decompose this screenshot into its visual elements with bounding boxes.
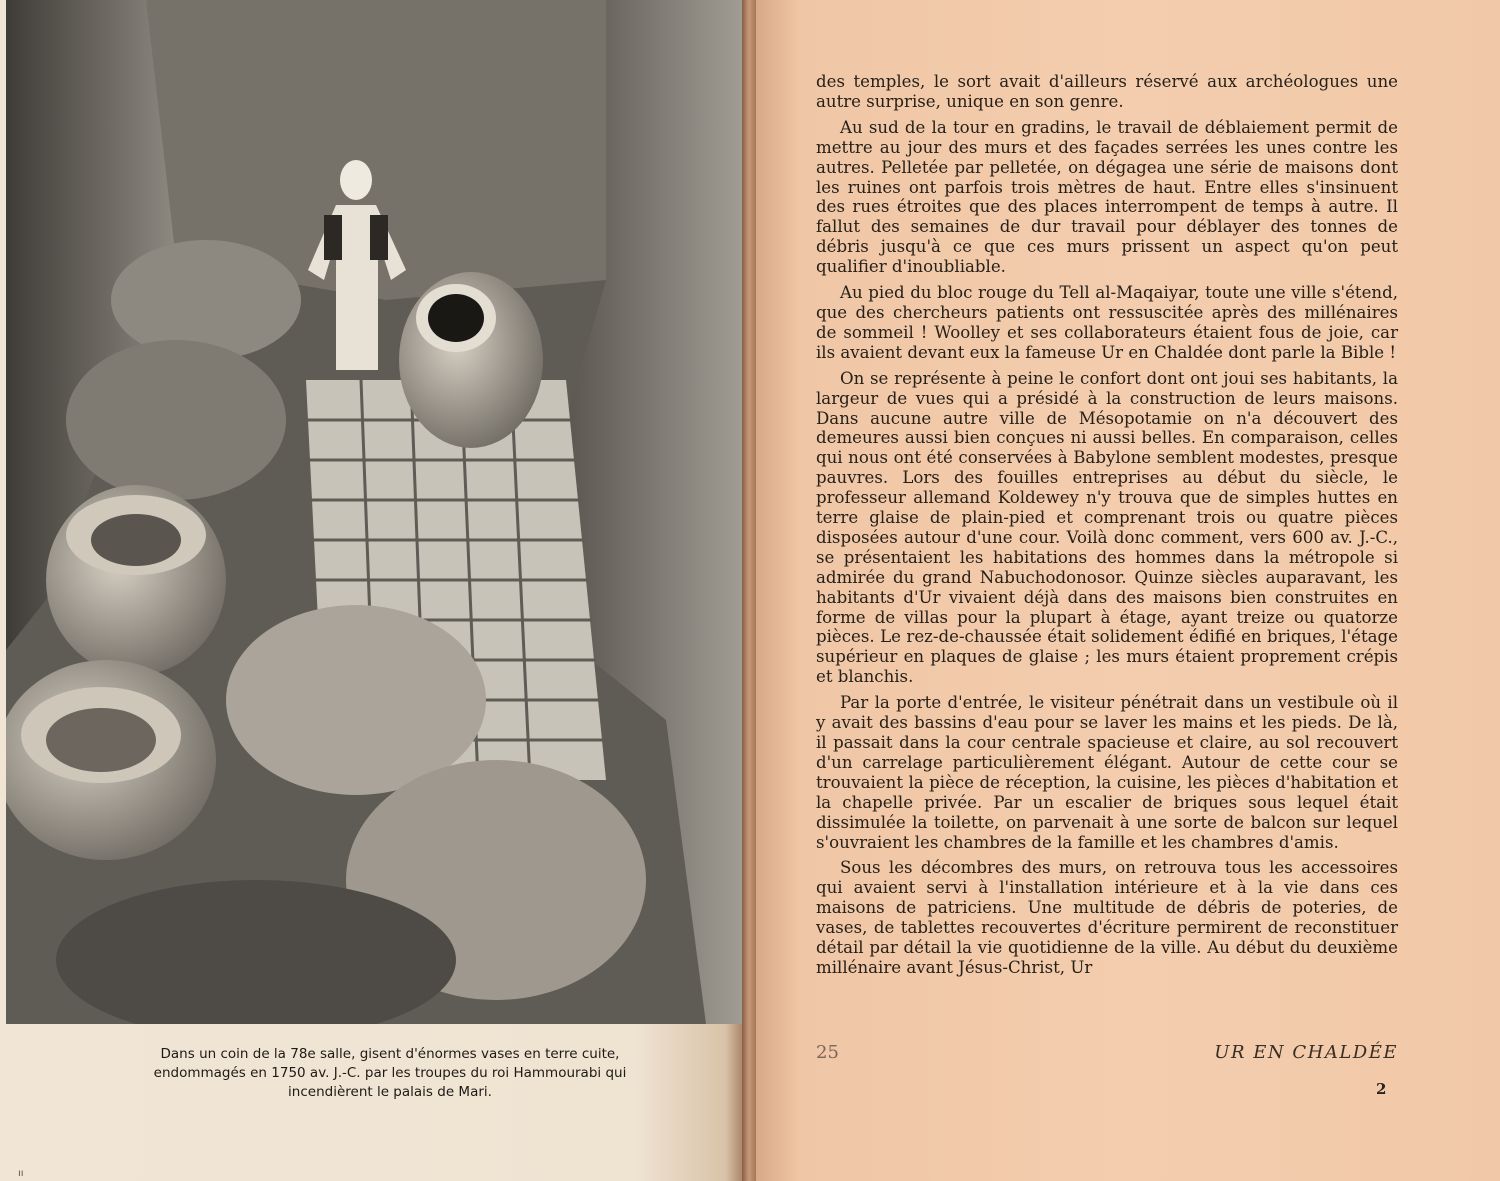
paragraph-4: On se représente à peine le confort dont ont joui ses habitants, la largeur de vues qui a présidé à la construction de leurs maisons. Dans aucune autre ville de Mésopotamie on n'a découvert des demeures aussi bien conçues ni aussi belles. En comparaison, celles qui nous ont été conservées à Babylone semblent modestes, presque pauvres. Lors des fouilles entreprises au début du siècle, le professeur allemand Koldewey n'y trouva que de simples huttes en terre glaise de plain-pied et comprenant trois ou quatre pièces disposées autour d'une cour. Voilà donc comment, vers 600 av. J.-C., se présentaient les habitations des hommes dans la métropole si admirée du grand Nabuchodonosor. Quinze siècles auparavant, les habitants d'Ur vivaient déjà dans des maisons bien construites en forme de villas pour la plupart à étage, ayant treize ou quatorze pièces. Le rez-de-chaussée était solidement édifié en briques, l'étage supérieur en plaques de glaise ; les murs étaient proprement crépis et blanchis.	[816, 368, 1398, 687]
page-number: 25	[816, 1042, 839, 1063]
paragraph-3: Au pied du bloc rouge du Tell al-Maqaiyar, toute une ville s'étend, que des chercheurs patients ont ressuscitée après des millénaires de sommeil ! Woolley et ses collaborateurs étaient fous de joie, car ils avaient devant eux la fameuse Ur en Chaldée dont parle la Bible !	[816, 283, 1398, 362]
right-page	[756, 0, 1500, 1181]
corner-mark: ıı	[18, 1168, 24, 1179]
running-head: UR EN CHALDÉE	[1214, 1042, 1398, 1063]
excavation-photo	[6, 0, 744, 1024]
paragraph-5: Par la porte d'entrée, le visiteur pénétrait dans un vestibule où il y avait des bassins d'eau pour se laver les mains et les pieds. De là, il passait dans la cour centrale spacieuse et claire, au sol recouvert d'un carrelage particulièrement élégant. Autour de cette cour se trouvaient la pièce de réception, la cuisine, les pièces d'habitation et la chapelle privée. Par un escalier de briques sous lequel était dissimulée la toilette, on parvenait à une sorte de balcon sur lequel s'ouvraient les chambres de la famille et les chambres d'amis.	[816, 693, 1398, 852]
photo-caption	[115, 1045, 665, 1102]
paragraph-2: Au sud de la tour en gradins, le travail de déblaiement permit de mettre au jour des murs et des façades serrées les unes contre les autres. Pelletée par pelletée, on dégagea une série de maisons dont les ruines ont parfois trois mètres de haut. Entre elles s'insinuent des rues étroites que des places interrompent de temps à autre. Il fallut des semaines de dur travail pour déblayer des tonnes de débris jusqu'à ce que ces murs prissent un aspect qu'on peut qualifier d'inoubliable.	[816, 117, 1398, 277]
paragraph-1: des temples, le sort avait d'ailleurs réservé aux archéologues une autre surprise, unique en son genre.	[816, 72, 1398, 111]
book-gutter	[742, 0, 756, 1181]
caption-line-3: incendièrent le palais de Mari.	[288, 1084, 492, 1100]
body-text	[816, 72, 1398, 984]
caption-line-2: endommagés en 1750 av. J.-C. par les troupes du roi Hammourabi qui	[153, 1065, 627, 1081]
caption-line-1-text: Dans un coin de la 78e salle, gisent d'énormes vases en terre cuite,	[160, 1046, 620, 1062]
left-page	[0, 0, 748, 1181]
signature-mark: 2	[1376, 1080, 1387, 1098]
caption-line-1	[115, 1045, 665, 1064]
paragraph-6: Sous les décombres des murs, on retrouva tous les accessoires qui avaient servi à l'installation intérieure et à la vie dans ces maisons de patriciens. Une multitude de débris de poteries, de vases, de tablettes recouvertes d'écriture permirent de reconstituer détail par détail la vie quotidienne de la ville. Au début du deuxième millénaire avant Jésus-Christ, Ur	[816, 858, 1398, 977]
